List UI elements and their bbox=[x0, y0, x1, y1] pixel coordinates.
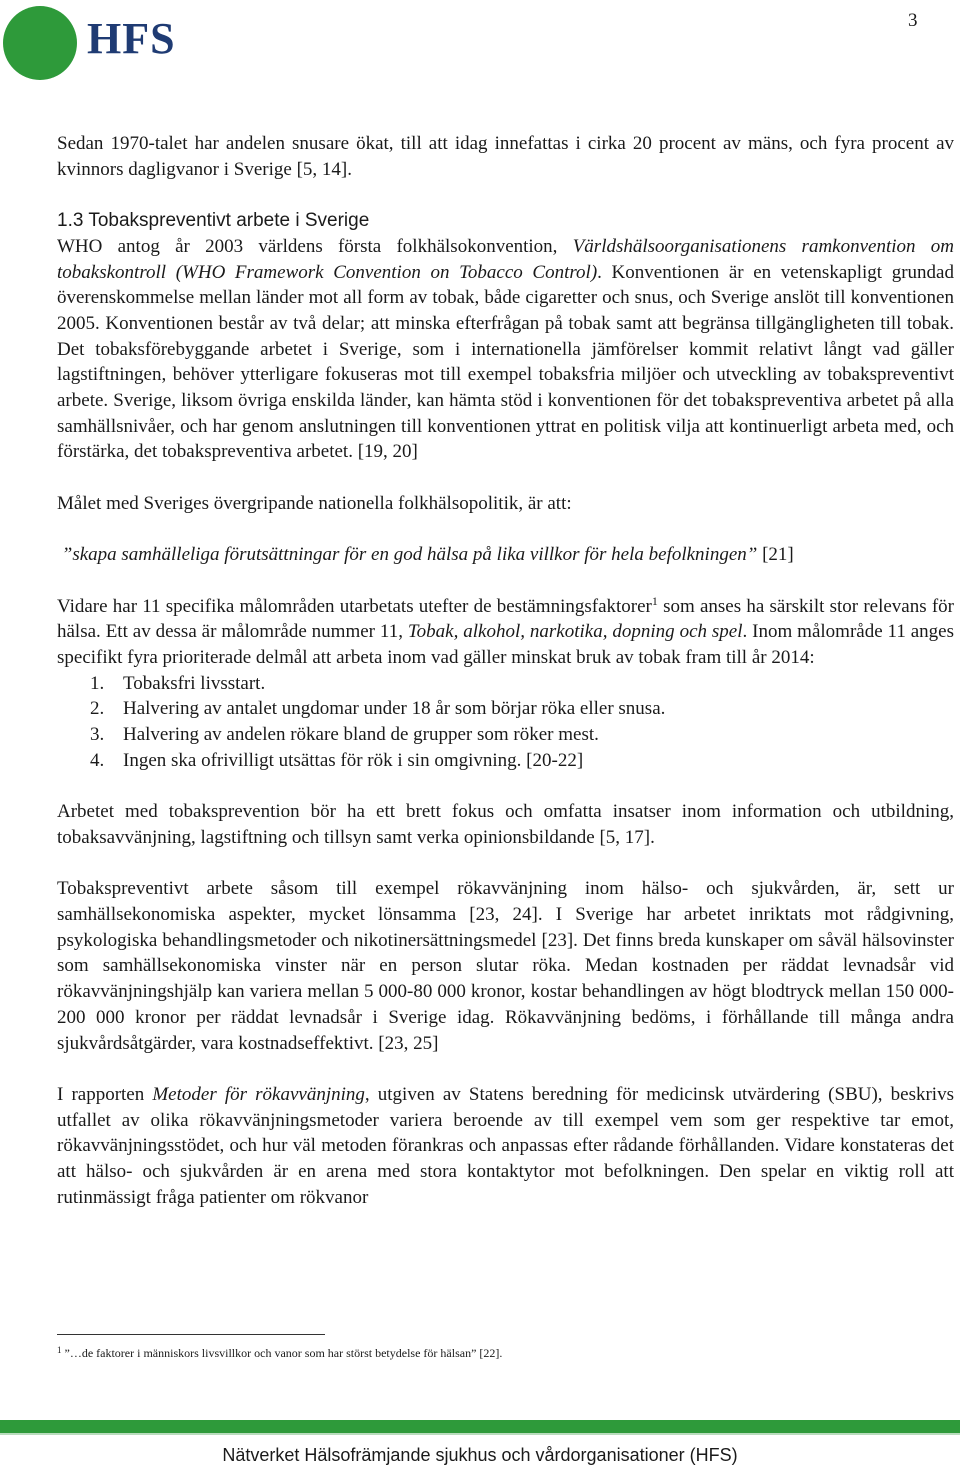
sub-goals-list bbox=[57, 671, 954, 774]
list-item: 2. Halvering av antalet ungdomar under 18 år som börjar röka eller snusa. bbox=[90, 698, 666, 720]
quote-reference: [21] bbox=[757, 544, 794, 566]
cost-effectiveness-paragraph: Tobakspreventivt arbete såsom till exempel rökavvänjning inom hälso- och sjukvården, är, sett ur samhällsekonomiska aspekter, mycket lönsamma [23, 24]. I Sverige har arbetet inriktats mot rådgivning, psykologiska behandlingsmetoder och nikotinersättningsmedel [23]. Det finns breda kunskaper om såväl hälsovinster som samhällsekonomiska vinster när en person slutar röka. Medan kostnaden per räddat levnadsår vid rökavvänjningshjälp kan variera mellan 5 000-80 000 kronor, kostar behandlingen av högt blodtryck mellan 150 000-200 000 kronor per räddat levnadsår i Sverige idag. Rökavvänjning bedöms, i förhållande till många andra sjukvårdsåtgärder, vara kostnadseffektivt. [23, 25] bbox=[57, 878, 954, 1054]
footnote-reference[interactable]: 1 bbox=[651, 593, 658, 608]
intro-paragraph: Sedan 1970-talet har andelen snusare ökat, till att idag innefattas i cirka 20 procent av mäns, och fyra procent av kvinnors dagligvanor i Sverige [5, 14]. bbox=[57, 133, 954, 180]
section-heading bbox=[57, 208, 954, 234]
policy-goal-paragraph: Målet med Sveriges övergripande nationella folkhälsopolitik, är att: bbox=[57, 492, 572, 514]
footer-band bbox=[0, 1420, 960, 1433]
hfs-logo bbox=[3, 6, 183, 84]
footnote-mark: 1 bbox=[57, 1345, 62, 1355]
target-areas-paragraph bbox=[57, 594, 954, 671]
p2-text-c: . Konventionen är en vetenskapligt grundad överenskommelse mellan länder mot all form av tobak, både cigaretter och snus, och Sverige anslöt till konventionen 2005. Konventionen består av två delar; att minska efterfrågan på tobak samt att begränsa tillgängligheten till tobak. Det tobaksförebyggande arbetet i Sverige, som i internationella jämförelser kommit relativt långt vad gäller lagstiftningen, behöver ytterligare fokuseras mot till exempel tobaksfria miljöer och utveckling av tobakspreventivt arbete. Sverige, liksom övriga enskilda länder, kan hämta stöd i konventionen för det tobakspreventiva arbetet på alla samhällsnivåer, och har genom anslutningen till konventionen yttrat en politisk vilja att kontinuerligt arbeta med, och förstärka, det tobakspreventiva arbetet. [19, 20] bbox=[57, 261, 954, 463]
p4-target-area-title: Tobak, alkohol, narkotika, dopning och spel bbox=[407, 621, 743, 643]
page-number: 3 bbox=[908, 10, 918, 31]
footnote-divider bbox=[57, 1334, 325, 1335]
policy-quote bbox=[57, 542, 954, 568]
p2-convention-title: Världshälsoorganisationens ramkonvention om tobakskontroll (WHO Framework Convention on Tobacco Control) bbox=[57, 235, 954, 283]
report-title: Metoder för rökavvänjning bbox=[152, 1083, 365, 1105]
p4-text-b: som anses ha särskilt stor relevans för hälsa. Ett av dessa är målområde nummer 11, bbox=[57, 595, 954, 643]
list-item: 4. Ingen ska ofrivilligt utsättas för rök i sin omgivning. [20-22] bbox=[90, 749, 584, 771]
prevention-focus-paragraph: Arbetet med tobaksprevention bör ha ett brett fokus och omfatta insatser inom information och utbildning, tobaksavvänjning, lagstiftning och tillsyn samt verka opinionsbildande [5, 17]. bbox=[57, 801, 954, 848]
p2-text-a: WHO antog år 2003 världens första folkhälsokonvention, bbox=[57, 235, 573, 257]
footer-band-accent bbox=[0, 1433, 960, 1435]
p4-text-a: Vidare har 11 specifika målområden utarbetats utefter de bestämningsfaktorer bbox=[57, 595, 652, 617]
logo-text: HFS bbox=[87, 14, 176, 63]
list-item: 3. Halvering av andelen rökare bland de grupper som röker mest. bbox=[90, 724, 599, 746]
document-body bbox=[57, 131, 954, 1210]
footnote-text: ”…de faktorer i människors livsvillkor och vanor som har störst betydelse för hälsan” [22]. bbox=[61, 1346, 503, 1360]
footer-text: Nätverket Hälsofrämjande sjukhus och vårdorganisationer (HFS) bbox=[222, 1445, 738, 1465]
section-number: 1.3 bbox=[57, 210, 84, 232]
footnote bbox=[57, 1345, 937, 1361]
list-item: 1. Tobaksfri livsstart. bbox=[90, 672, 266, 694]
quote-text: ”skapa samhälleliga förutsättningar för en god hälsa på lika villkor för hela befolkningen” bbox=[61, 544, 758, 566]
section-title: Tobakspreventivt arbete i Sverige bbox=[83, 210, 370, 232]
logo-circle-icon bbox=[3, 6, 77, 80]
p4-text-d: . Inom målområde 11 anges specifikt fyra prioriterade delmål att arbeta inom vad gäller minskat bruk av tobak fram till år 2014: bbox=[57, 621, 954, 668]
sbu-report-paragraph: I rapporten Metoder för rökavvänjning, utgiven av Statens beredning för medicinsk utvärdering (SBU), beskrivs utfallet av olika rökavvänjningsmetoder variera beroende av till exempel vem som ger respektive tar emot, rökavvänjningsstödet, och hur väl metoden förankras och anpassas efter rådande förhållanden. Vidare konstateras det att hälso- och sjukvården är en arena med stora kontaktytor mot befolkningen. Den spelar en viktig roll att rutinmässigt fråga patienter om rökvanor bbox=[57, 1083, 954, 1208]
who-convention-paragraph bbox=[57, 234, 954, 465]
